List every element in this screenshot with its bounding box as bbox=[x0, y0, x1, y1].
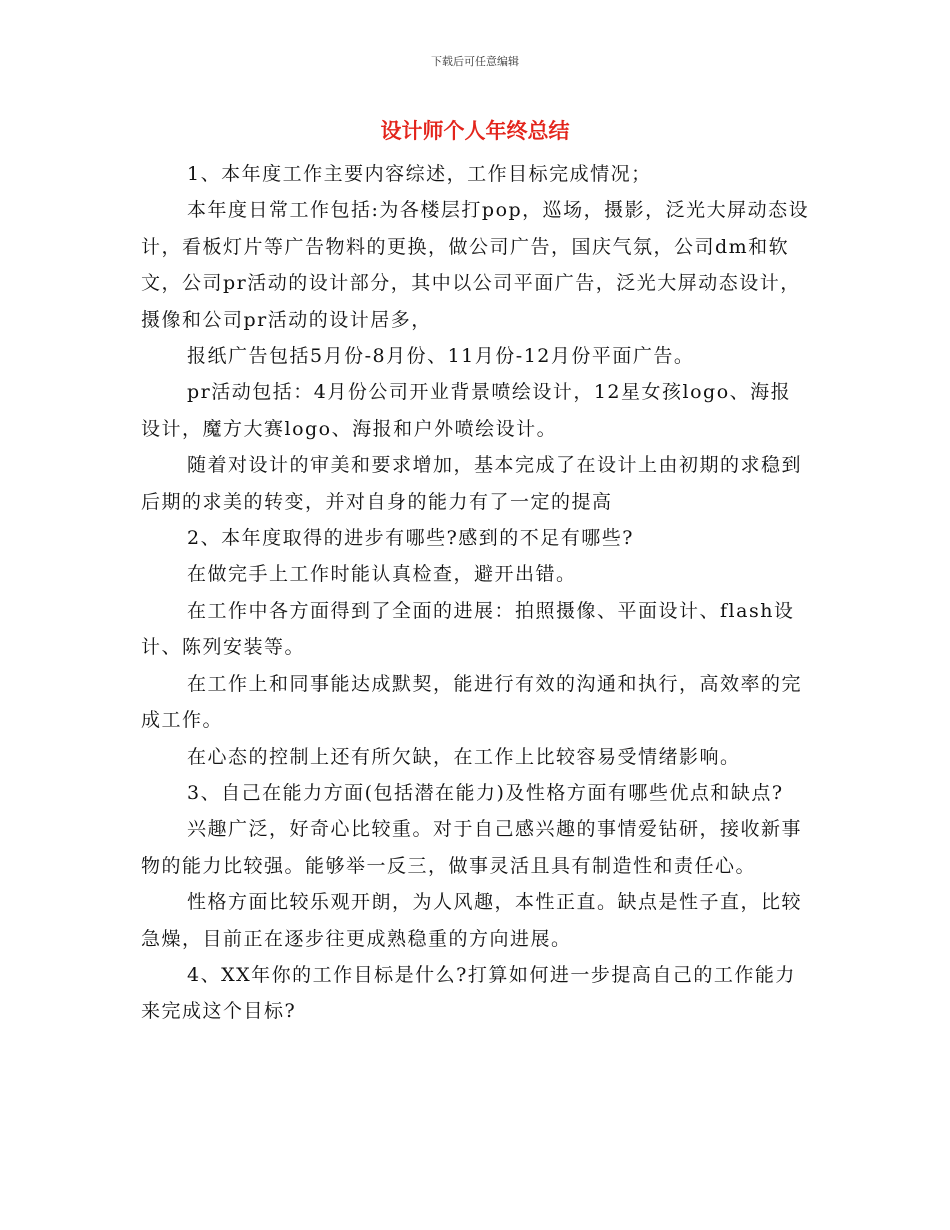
paragraph-newspaper-ads: 报纸广告包括5月份-8月份、11月份-12月份平面广告。 bbox=[187, 345, 695, 368]
paragraph-pr-activities: pr活动包括：4月份公司开业背景喷绘设计，12星女孩logo、海报设计，魔方大赛logo、海报和户外喷绘设计。 bbox=[141, 381, 792, 440]
section-heading-1: 1、本年度工作主要内容综述，工作目标完成情况； bbox=[187, 163, 652, 185]
paragraph-strengths: 兴趣广泛，好奇心比较重。对于自己感兴趣的事情爱钻研，接收新事物的能力比较强。能够举一反三，做事灵活且具有制造性和责任心。 bbox=[141, 818, 803, 877]
paragraph-design-growth: 随着对设计的审美和要求增加，基本完成了在设计上由初期的求稳到后期的求美的转变，并对自身的能力有了一定的提高 bbox=[141, 454, 803, 513]
paragraph-teamwork: 在工作上和同事能达成默契，能进行有效的沟通和执行，高效率的完成工作。 bbox=[141, 672, 803, 732]
document-title: 设计师个人年终总结 bbox=[380, 119, 570, 143]
section-heading-3: 3、自己在能力方面(包括潜在能力)及性格方面有哪些优点和缺点? bbox=[187, 781, 784, 804]
paragraph-personality: 性格方面比较乐观开朗，为人风趣，本性正直。缺点是性子直，比较急燥，目前正在逐步往更成熟稳重的方向进展。 bbox=[141, 891, 803, 950]
document-body bbox=[141, 156, 811, 1030]
paragraph-shortcoming: 在心态的控制上还有所欠缺，在工作上比较容易受情绪影响。 bbox=[187, 745, 741, 768]
paragraph-daily-work: 本年度日常工作包括:为各楼层打pop，巡场，摄影，泛光大屏动态设计，看板灯片等广告物料的更换，做公司广告，国庆气氛，公司dm和软文，公司pr活动的设计部分，其中以公司平面广告，泛光大屏动态设计，摄像和公司pr活动的设计居多， bbox=[141, 199, 810, 331]
section-heading-4: 4、XX年你的工作目标是什么?打算如何进一步提高自己的工作能力来完成这个目标? bbox=[141, 963, 796, 1023]
paragraph-careful-check: 在做完手上工作时能认真检查，避开出错。 bbox=[187, 563, 577, 586]
paragraph-skills-progress: 在工作中各方面得到了全面的进展：拍照摄像、平面设计、flash设计、陈列安装等。 bbox=[141, 599, 795, 659]
section-heading-2: 2、本年度取得的进步有哪些?感到的不足有哪些? bbox=[187, 527, 634, 550]
header-note: 下载后可任意编辑 bbox=[431, 55, 519, 68]
